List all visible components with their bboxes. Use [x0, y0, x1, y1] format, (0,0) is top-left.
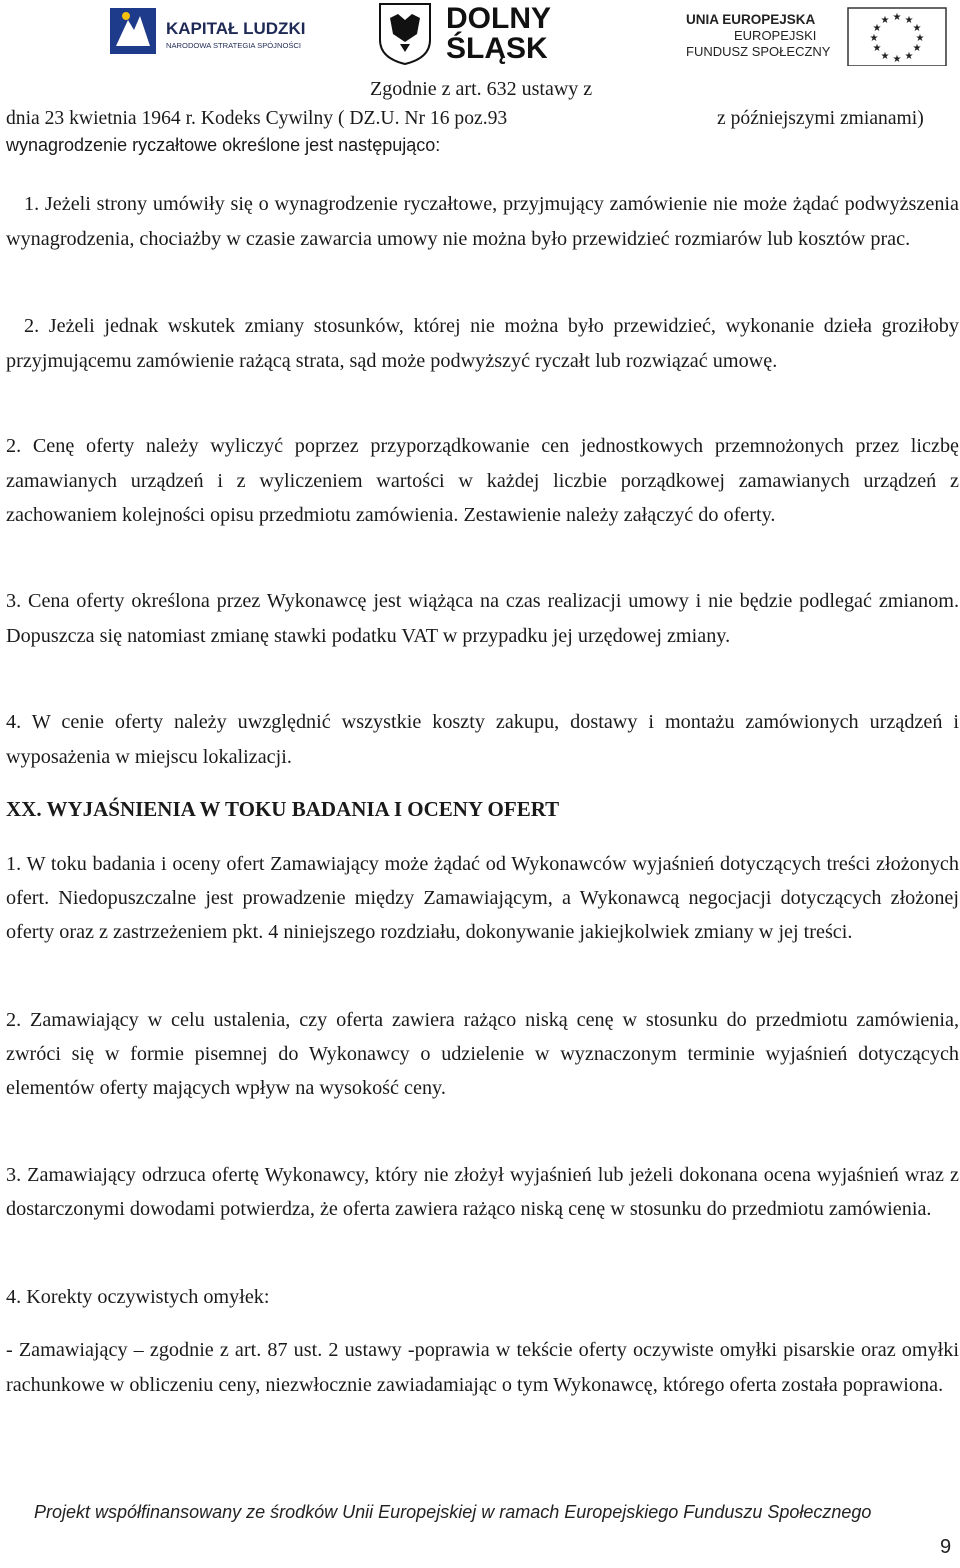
eu-fund-logo	[682, 6, 952, 66]
section-heading: XX. WYJAŚNIENIA W TOKU BADANIA I OCENY OFERT	[6, 797, 560, 821]
logo-ue-line3: FUNDUSZ SPOŁECZNY	[686, 44, 831, 59]
svg-text:★: ★	[915, 33, 925, 44]
intro-line-2-right: z późniejszymi zmianami)	[717, 108, 924, 129]
intro-line-2-left: dnia 23 kwietnia 1964 r. Kodeks Cywilny ( DZ.U. Nr 16 poz.93	[6, 108, 508, 129]
svg-text:★: ★	[880, 51, 890, 62]
logo-kapital-subtitle: NARODOWA STRATEGIA SPÓJNOŚCI	[166, 41, 302, 50]
paragraph-9: 4. Korekty oczywistych omyłek:	[6, 1286, 270, 1308]
paragraph-10: - Zamawiający – zgodnie z art. 87 ust. 2 ustawy -poprawia w tekście oferty oczywiste omyłki pisarskie oraz omyłki rachunkowe w obliczeniu ceny, niezwłocznie zawiadamiając o tym Wykonawcę, którego oferta została poprawiona.	[6, 1339, 959, 1396]
logo-kapital-title: KAPITAŁ LUDZKI	[166, 19, 306, 38]
paragraph-6: 1. W toku badania i oceny ofert Zamawiający może żądać od Wykonawców wyjaśnień dotyczących treści złożonych ofert. Niedopuszczalne jest prowadzenie między Zamawiającym, a Wykonawcą negocjacji dotyczących złożonej oferty oraz z zastrzeżeniem pkt. 4 niniejszego rozdziału, dokonywanie jakiejkolwiek zmiany w jej treści.	[6, 853, 959, 944]
paragraph-1: 1. Jeżeli strony umówiły się o wynagrodzenie ryczałtowe, przyjmujący zamówienie nie może żądać podwyższenia wynagrodzenia, chociażby w czasie zawarcia umowy nie można było przewidzieć rozmiarów lub kosztów prac.	[6, 193, 959, 250]
svg-text:★: ★	[904, 51, 914, 62]
footer-note: Projekt współfinansowany ze środków Unii Europejskiej w ramach Europejskiego Funduszu Społecznego	[34, 1502, 872, 1522]
svg-text:★: ★	[912, 23, 922, 34]
intro-line-3: wynagrodzenie ryczałtowe określone jest następująco:	[6, 135, 441, 155]
svg-text:★: ★	[869, 33, 879, 44]
logo-dolny-line1: DOLNY	[446, 2, 551, 35]
paragraph-4: 3. Cena oferty określona przez Wykonawcę jest wiążąca na czas realizacji umowy i nie będzie podlegać zmianom. Dopuszcza się natomiast zmianę stawki podatku VAT w przypadku jej urzędowej zmiany.	[6, 590, 959, 647]
logo-ue-line2: EUROPEJSKI	[734, 28, 817, 43]
kapital-ludzki-logo	[108, 2, 323, 58]
paragraph-7: 2. Zamawiający w celu ustalenia, czy oferta zawiera rażąco niską cenę w stosunku do przedmiotu zamówienia, zwróci się w formie pisemnej do Wykonawcy o udzielenie w wyznaczonym terminie wyjaśnień dotyczących elementów oferty mających wpływ na wysokość ceny.	[6, 1009, 959, 1100]
paragraph-2: 2. Jeżeli jednak wskutek zmiany stosunków, której nie można było przewidzieć, wykonanie dzieła groziłoby przyjmującemu zamówienie rażącą strata, sąd może podwyższyć ryczałt lub rozwiązać umowę.	[6, 315, 959, 372]
svg-text:★: ★	[912, 43, 922, 54]
page-header	[0, 0, 960, 70]
svg-text:★: ★	[880, 15, 890, 26]
svg-text:★: ★	[872, 43, 882, 54]
page-number: 9	[940, 1536, 952, 1558]
svg-text:★: ★	[892, 54, 902, 65]
logo-ue-line1: UNIA EUROPEJSKA	[686, 12, 816, 27]
paragraph-8: 3. Zamawiający odrzuca ofertę Wykonawcy, który nie złożył wyjaśnień lub jeżeli dokonana ocena wyjaśnień wraz z dostarczonymi dowodami potwierdza, że oferta zawiera rażąco niską cenę w stosunku do przedmiotu zamówienia.	[6, 1164, 959, 1221]
logo-dolny-line2: ŚLĄSK	[446, 32, 548, 65]
paragraph-3: 2. Cenę oferty należy wyliczyć poprzez przyporządkowanie cen jednostkowych przemnożonych przez liczbę zamawianych urządzeń i z wyliczeniem wartości w każdej liczbie porządkowej zamawianych urządzeń z zachowaniem kolejności opisu przedmiotu zamówienia. Zestawienie należy załączyć do oferty.	[6, 435, 959, 527]
dolny-slask-logo	[372, 0, 582, 66]
svg-text:★: ★	[904, 15, 914, 26]
paragraph-5: 4. W cenie oferty należy uwzględnić wszystkie koszty zakupu, dostawy i montażu zamówionych urządzeń i wyposażenia w miejscu lokalizacji.	[6, 711, 959, 768]
svg-text:★: ★	[892, 12, 902, 23]
intro-line-1: Zgodnie z art. 632 ustawy z	[370, 78, 593, 100]
svg-text:★: ★	[872, 23, 882, 34]
